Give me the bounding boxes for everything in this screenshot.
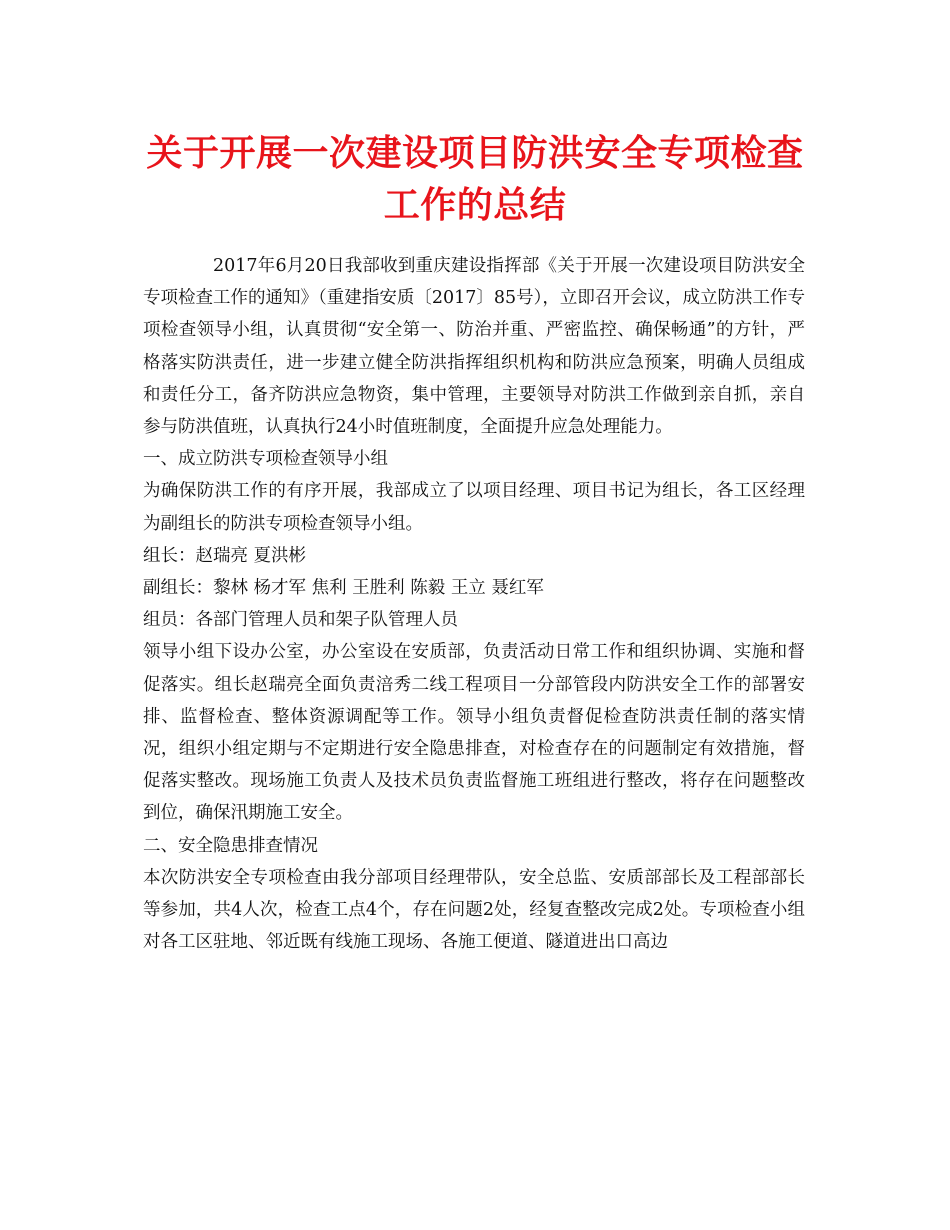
document-body (143, 250, 805, 958)
section-heading-2: 二、安全隐患排查情况 (143, 835, 318, 856)
group-members-line: 组员：各部门管理人员和架子队管理人员 (143, 610, 458, 631)
body-paragraph: 本次防洪安全专项检查由我分部项目经理带队，安全总监、安质部部长及工程部部长等参加，共4人次，检查工点4个，存在问题2处，经复查整改完成2处。专项检查小组对各工区驻地、邻近既有线施工现场、各施工便道、隧道进出口高边 (143, 867, 805, 953)
deputy-leaders-line: 副组长：黎林 杨才军 焦利 王胜利 陈毅 王立 聂红军 (143, 578, 544, 599)
body-paragraph: 为确保防洪工作的有序开展，我部成立了以项目经理、项目书记为组长，各工区经理为副组长的防洪专项检查领导小组。 (143, 481, 805, 534)
body-paragraph: 领导小组下设办公室，办公室设在安质部，负责活动日常工作和组织协调、实施和督促落实。组长赵瑞亮全面负责涪秀二线工程项目一分部管段内防洪安全工作的部署安排、监督检查、整体资源调配等工作。领导小组负责督促检查防洪责任制的落实情况，组织小组定期与不定期进行安全隐患排查，对检查存在的问题制定有效措施，督促落实整改。现场施工负责人及技术员负责监督施工班组进行整改，将存在问题整改到位，确保汛期施工安全。 (143, 642, 805, 824)
section-heading-1: 一、成立防洪专项检查领导小组 (143, 449, 388, 470)
group-leaders-line: 组长：赵瑞亮 夏洪彬 (143, 545, 307, 566)
intro-paragraph: 2017年6月20日我部收到重庆建设指挥部《关于开展一次建设项目防洪安全专项检查工作的通知》（重建指安质〔2017〕85号），立即召开会议，成立防洪工作专项检查领导小组，认真贯彻“安全第一、防治并重、严密监控、确保畅通”的方针，严格落实防洪责任，进一步建立健全防洪指挥组织机构和防洪应急预案，明确人员组成和责任分工，备齐防洪应急物资，集中管理，主要领导对防洪工作做到亲自抓，亲自参与防洪值班，认真执行24小时值班制度，全面提升应急处理能力。 (143, 256, 805, 438)
document-title: 关于开展一次建设项目防洪安全专项检查工作的总结 (146, 133, 804, 226)
